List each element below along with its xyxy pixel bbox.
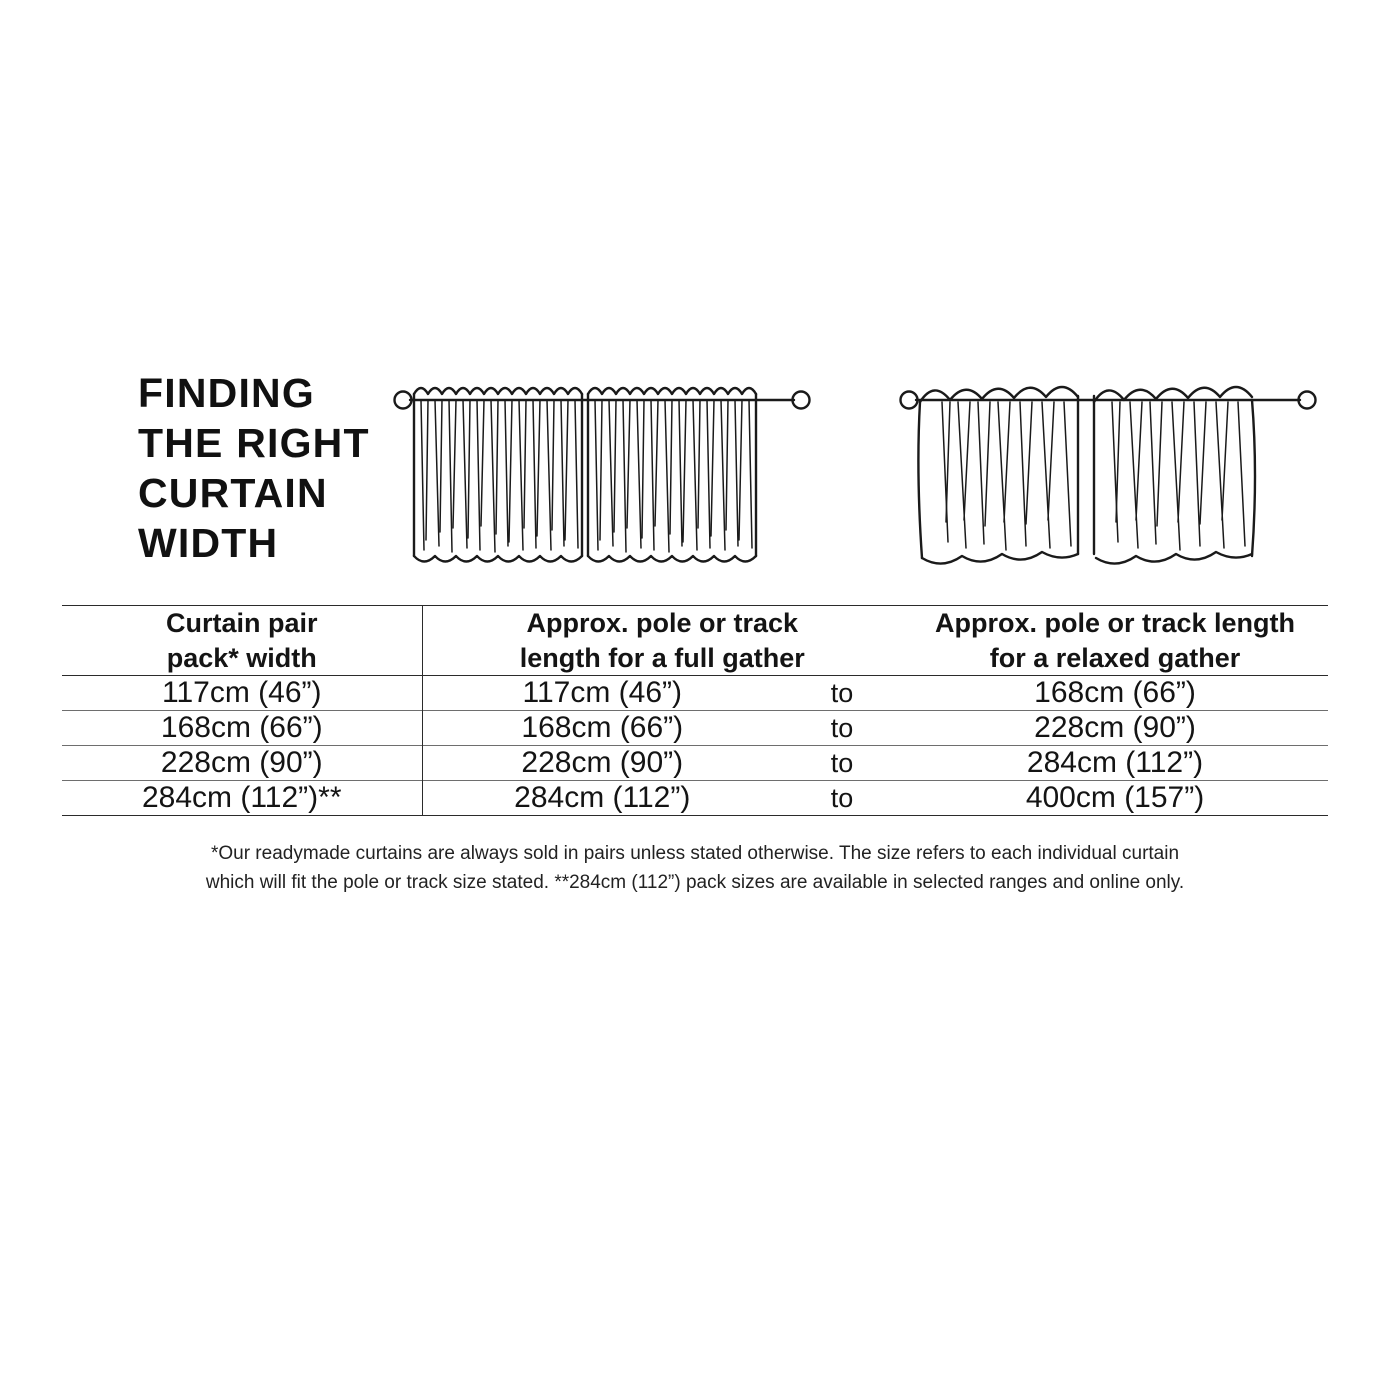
table-row bbox=[62, 781, 1328, 816]
header-pack-width-line-1: Curtain pair bbox=[165, 608, 318, 638]
cell-full-gather: 117cm (46”) bbox=[522, 676, 682, 710]
header-full-gather-line-2: length for a full gather bbox=[519, 642, 805, 673]
header-full-gather bbox=[422, 606, 902, 676]
header-pack-width-line-2: pack* width bbox=[166, 642, 317, 673]
cell-relaxed-gather: 284cm (112”) bbox=[1026, 746, 1204, 780]
cell-pack-width: 117cm (46”) bbox=[62, 676, 422, 711]
page-title-line-4: WIDTH bbox=[138, 520, 279, 567]
full-gather-curtain-illustration bbox=[392, 366, 812, 581]
diagram-content bbox=[62, 360, 1328, 897]
cell-full-gather: 284cm (112”) bbox=[514, 781, 691, 815]
page-title-line-2: THE RIGHT bbox=[138, 420, 370, 467]
cell-connector: to bbox=[830, 782, 854, 813]
footnote-line-1: *Our readymade curtains are always sold in pairs unless stated otherwise. The size refers to each individual curtain bbox=[210, 843, 1180, 865]
footnote bbox=[62, 840, 1328, 897]
page-title bbox=[62, 360, 392, 568]
cell-pack-width: 228cm (90”) bbox=[62, 746, 422, 781]
page-title-line-3: CURTAIN bbox=[138, 470, 328, 517]
cell-connector: to bbox=[830, 747, 854, 778]
cell-connector: to bbox=[830, 712, 854, 743]
cell-pack-width: 284cm (112”)** bbox=[62, 781, 422, 816]
cell-full-gather: 228cm (90”) bbox=[521, 746, 684, 780]
footnote-line-2: which will fit the pole or track size stated. **284cm (112”) pack sizes are available in selected ranges and online only. bbox=[205, 871, 1185, 893]
illustration-group bbox=[392, 360, 1328, 581]
page-title-line-1: FINDING bbox=[138, 370, 315, 416]
table-row bbox=[62, 711, 1328, 746]
table-bottom-rule bbox=[62, 816, 1328, 817]
header-relaxed-gather bbox=[902, 606, 1328, 676]
header-pack-width bbox=[62, 606, 422, 676]
table-row bbox=[62, 746, 1328, 781]
header-row bbox=[62, 360, 1328, 605]
cell-relaxed-gather: 228cm (90”) bbox=[1034, 711, 1196, 745]
cell-connector: to bbox=[830, 677, 854, 708]
header-relaxed-gather-line-1: Approx. pole or track length bbox=[934, 608, 1296, 638]
curtain-width-table bbox=[62, 605, 1328, 816]
cell-pack-width: 168cm (66”) bbox=[62, 711, 422, 746]
cell-relaxed-gather: 168cm (66”) bbox=[1034, 676, 1196, 710]
header-full-gather-line-1: Approx. pole or track bbox=[526, 608, 799, 638]
header-relaxed-gather-line-2: for a relaxed gather bbox=[989, 642, 1241, 673]
table-header-row bbox=[62, 606, 1328, 676]
relaxed-gather-curtain-illustration bbox=[898, 366, 1318, 581]
cell-full-gather: 168cm (66”) bbox=[521, 711, 684, 745]
table-row bbox=[62, 676, 1328, 711]
cell-relaxed-gather: 400cm (157”) bbox=[1025, 781, 1205, 815]
